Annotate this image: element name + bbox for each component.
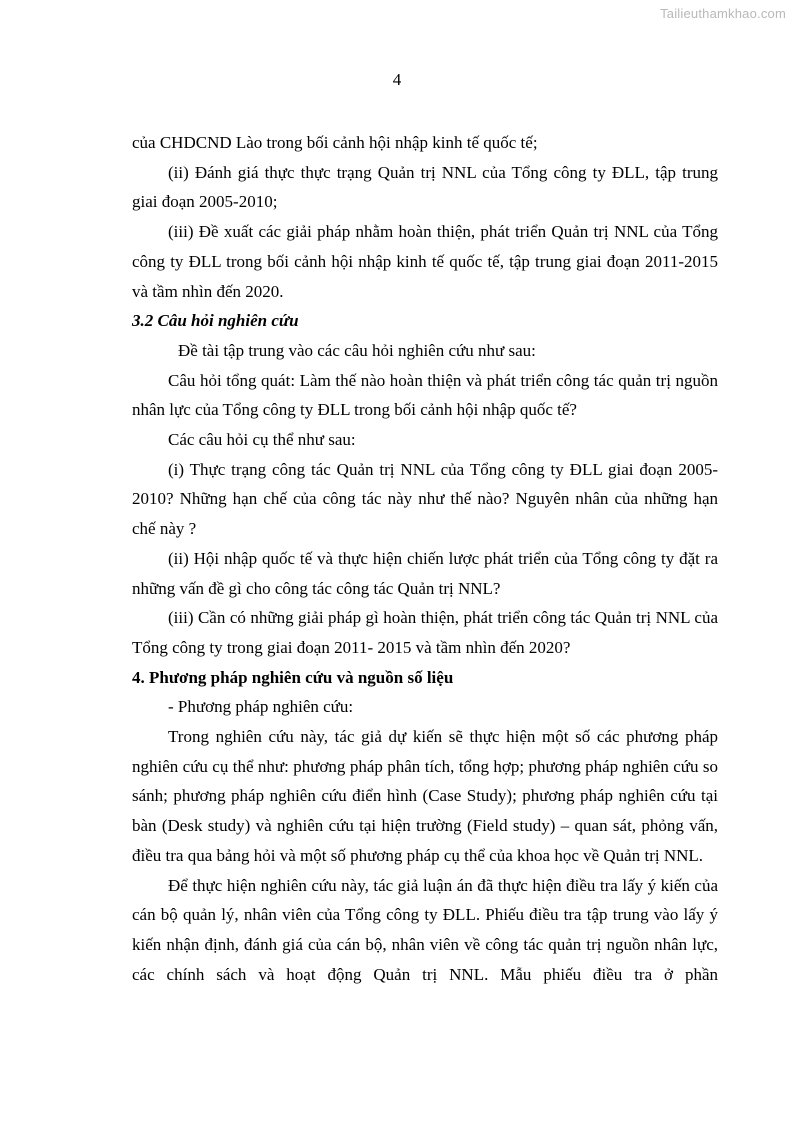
paragraph: Để thực hiện nghiên cứu này, tác giả luận án đã thực hiện điều tra lấy ý kiến của cán bộ quản lý, nhân viên của Tổng công ty ĐLL. Phiếu điều tra tập trung vào lấy ý kiến nhận định, đánh giá của cán bộ, nhân viên về công tác quản trị nguồn nhân lực, các chính sách và hoạt động Quản trị NNL. Mẫu phiếu điều tra ở phần	[132, 875, 718, 984]
paragraph: Trong nghiên cứu này, tác giả dự kiến sẽ thực hiện một số các phương pháp nghiên cứu cụ thể như: phương pháp phân tích, tổng hợp; phương pháp nghiên cứu so sánh; phương pháp nghiên cứu điển hình (Case Study); phương pháp nghiên cứu tại bàn (Desk study) và nghiên cứu tại hiện trường (Field study) – quan sát, phỏng vấn, điều tra qua bảng hỏi và một số phương pháp cụ thể của khoa học về Quản trị NNL.	[132, 727, 718, 865]
paragraph: (iii) Đề xuất các giải pháp nhằm hoàn thiện, phát triển Quản trị NNL của Tổng công ty ĐLL trong bối cảnh hội nhập kinh tế quốc tế, tập trung giai đoạn 2011-2015 và tầm nhìn đến 2020.	[132, 222, 718, 301]
paragraph: của CHDCND Lào trong bối cảnh hội nhập kinh tế quốc tế;	[132, 133, 538, 152]
section-heading: 3.2 Câu hỏi nghiên cứu	[132, 311, 299, 331]
paragraph: Các câu hỏi cụ thể như sau:	[168, 430, 356, 450]
paragraph: Đề tài tập trung vào các câu hỏi nghiên cứu như sau:	[178, 340, 536, 360]
paragraph: (iii) Cần có những giải pháp gì hoàn thiện, phát triển công tác Quản trị NNL của Tổng công ty trong giai đoạn 2011- 2015 và tầm nhìn đến 2020?	[132, 608, 718, 657]
document-body	[132, 128, 718, 989]
watermark: Tailieuthamkhao.com	[660, 6, 786, 21]
page-number: 4	[392, 70, 402, 89]
paragraph: Câu hỏi tổng quát: Làm thế nào hoàn thiện và phát triển công tác quản trị nguồn nhân lực của Tổng công ty ĐLL trong bối cảnh hội nhập quốc tế?	[132, 370, 718, 420]
paragraph: (i) Thực trạng công tác Quản trị NNL của Tổng công ty ĐLL giai đoạn 2005-2010? Những hạn chế của công tác này như thế nào? Nguyên nhân của những hạn chế này ?	[132, 459, 718, 539]
paragraph: (ii) Hội nhập quốc tế và thực hiện chiến lược phát triển của Tổng công ty đặt ra những vấn đề gì cho công tác công tác Quản trị NNL?	[132, 548, 718, 598]
section-heading: 4. Phương pháp nghiên cứu và nguồn số liệu	[132, 667, 454, 687]
paragraph: - Phương pháp nghiên cứu:	[168, 697, 354, 717]
paragraph: (ii) Đánh giá thực thực trạng Quản trị NNL của Tổng công ty ĐLL, tập trung giai đoạn 2005-2010;	[132, 162, 718, 212]
